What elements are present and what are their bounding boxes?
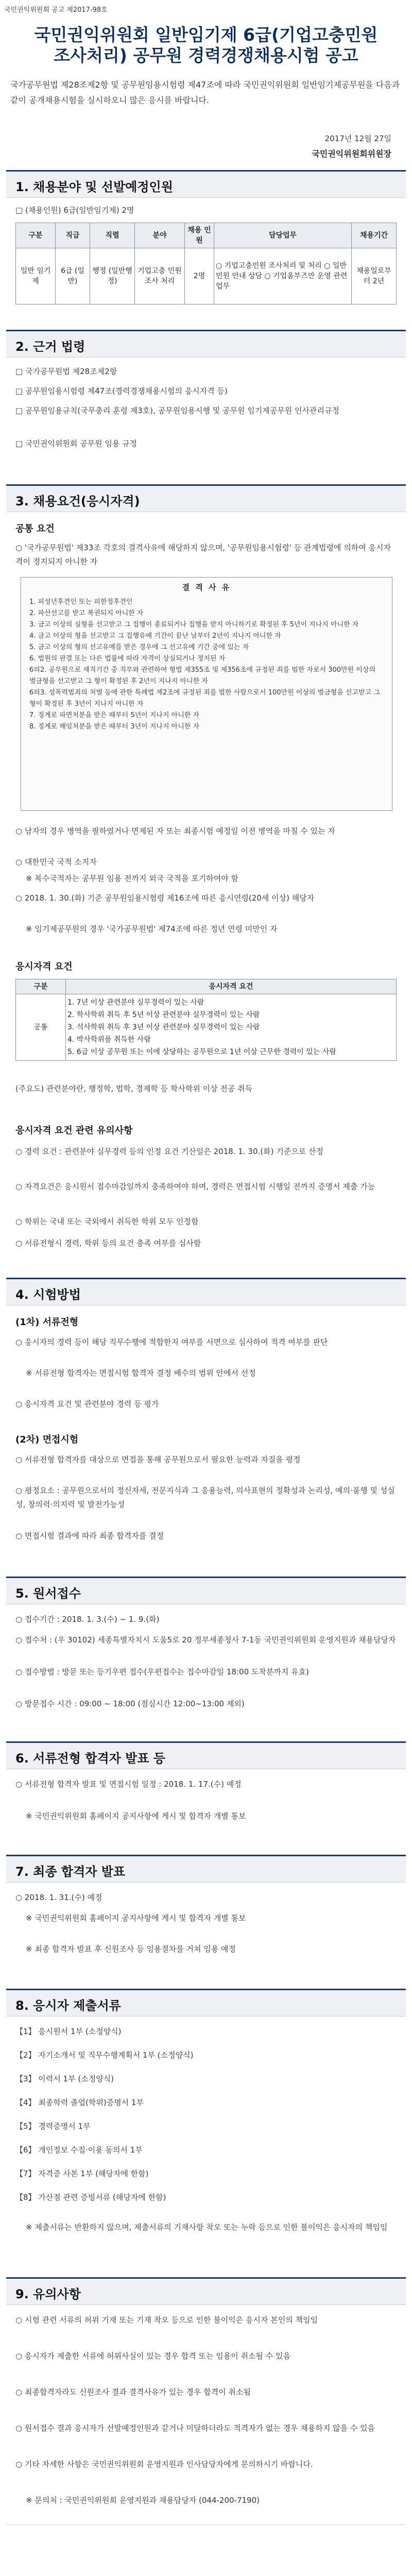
list-item: 5. 6급 이상 공무원 또는 이에 상당하는 공무원으로 1년 이상 근무한 경력이 있는 사람	[67, 1048, 336, 1056]
title-line-2: 조사처리) 공무원 경력경쟁채용시험 공고	[54, 45, 358, 65]
table-cell: 행정 (일반행정)	[90, 248, 135, 304]
qualification-note: (주요도) 관련분야란, 행정학, 법학, 경제학 등 학사학위 이상 전공 취득	[15, 1084, 253, 1093]
law-item: □ 공무원임용시험령 제47조(경력경쟁채용시험의 응시자격 등)	[15, 386, 228, 396]
law-item: □ 공무원임용규칙(국무총리 훈령 제3호), 공무원임용시행 및 공무원 임기제공무원 인사관리규정	[15, 406, 339, 415]
notice-date: 2017년 12월 27일	[324, 134, 391, 143]
note-item: ○ 경력 요건 : 관련분야 실무경력 등의 인정 요건 기산일은 2018. 1. 30.(화) 기준으로 산정	[15, 1147, 323, 1156]
table-cell: 일반 임기제	[16, 248, 56, 304]
section-heading-8	[6, 1989, 406, 2016]
contact-info: ※ 문의처 : 국민권익위원회 운영지원과 채용담당자 (044-200-7190)	[26, 2496, 260, 2505]
table-header-row	[16, 979, 397, 994]
caution-item: ○ 원서접수 결과 응시자가 선발예정인원과 같거나 미달하더라도 적격자가 없는 경우 채용하지 않을 수 있음	[15, 2424, 375, 2433]
section-heading-6	[6, 1741, 406, 1769]
list-item: 4. 금고 이상의 형을 선고받고 그 집행유예 기간이 끝난 날부터 2년이 지나지 아니한 자	[29, 632, 281, 640]
list-item: 1. 7년 이상 관련분야 실무경력이 있는 사람	[67, 998, 204, 1007]
document-item: 【5】 경력증명서 1부	[15, 2122, 91, 2131]
section-title: 5. 원서접수	[15, 1586, 81, 1601]
final-note: ※ 최종 합격자 발표 후 신원조사 등 임용절차를 거쳐 임용 예정	[26, 1944, 236, 1954]
military-requirement: ○ 남자의 경우 병역을 필하였거나 면제된 자 또는 최종시험 예정일 이전 병역을 마칠 수 있는 자	[15, 826, 335, 836]
list-item: 6. 법원의 판결 또는 다른 법률에 따라 자격이 상실되거나 정지된 자	[29, 655, 226, 663]
list-item: 6의3. 성폭력범죄의 처벌 등에 관한 특례법 제2조에 규정된 죄를 범한 사람으로서 100만원 이상의 벌금형을 선고받고 그 형이 확정된 후 3년이 지나지 아니한 자	[29, 689, 380, 708]
page-title	[5, 25, 407, 66]
section-title: 9. 유의사항	[15, 2287, 81, 2301]
document-item: 【1】 응시원서 1부 (소정양식)	[15, 2027, 122, 2036]
disqualification-list	[21, 597, 392, 733]
table-header-row	[16, 223, 397, 248]
list-item: 2. 파산선고를 받고 복권되지 아니한 자	[29, 609, 144, 617]
title-line-1: 국민권익위원회 일반임기제 6급(기업고충민원	[34, 25, 378, 45]
age-requirement: ○ 2018. 1. 30.(화) 기준 공무원임용시험령 제16조에 따른 응시연령(20세 이상) 해당자	[15, 893, 315, 903]
table-header: 분야	[135, 223, 185, 248]
subheading-notes: 응시자격 요건 관련 유의사항	[15, 1125, 133, 1136]
table-row	[16, 994, 397, 1061]
section-title: 3. 채용요건(응시자격)	[15, 494, 140, 509]
table-header: 직급	[56, 223, 90, 248]
subheading-common: 공통 요건	[15, 523, 55, 534]
application-method: ○ 접수방법 : 방문 또는 등기우편 접수(우편접수는 접수마감일 18:00 도착분까지 유효)	[15, 1667, 309, 1676]
table-header: 채용 인원	[185, 223, 214, 248]
table-header: 담당업무	[214, 223, 352, 248]
list-item: 8. 징계로 해임처분을 받은 때부터 3년이 지나지 아니한 자	[29, 723, 200, 731]
list-item: 2. 학사학위 취득 후 5년 이상 관련분야 실무경력이 있는 사람	[67, 1011, 260, 1019]
exam-text: ○ 응시자의 경력 등이 해당 직무수행에 적합한지 여부를 서면으로 심사하여 적격 여부를 판단	[15, 1337, 328, 1347]
document-item: 【2】 자기소개서 및 직무수행계획서 1부 (소정양식)	[15, 2050, 194, 2060]
law-item: □ 국민권익위원회 공무원 임용 규정	[15, 439, 138, 448]
caution-item: ○ 시험 관련 서류의 허위 기재 또는 기재 착오 등으로 인한 불이익은 응시자 본인의 책임임	[15, 2315, 318, 2325]
result-schedule: ○ 서류전형 합격자 발표 및 면접시험 일정 : 2018. 1. 17.(수) 예정	[15, 1780, 242, 1789]
exam-text: ○ 서류전형 합격자를 대상으로 면접을 통해 공무원으로서 필요한 능력과 자질을 평정	[15, 1455, 301, 1464]
final-note: ※ 국민권익위원회 홈페이지 공지사항에 게시 및 합격자 개별 통보	[26, 1913, 246, 1923]
caution-item: ○ 응시자가 제출한 서류에 허위사실이 있는 경우 합격 또는 임용이 취소될 수 있음	[15, 2351, 290, 2361]
recruit-table	[15, 223, 397, 304]
application-hours: ○ 방문접수 시간 : 09:00 ~ 18:00 (점심시간 12:00~13:00 제외)	[15, 1699, 245, 1708]
table-cell: 기업고충 민원조사 처리	[135, 248, 185, 304]
subheading-document-screening: (1차) 서류전형	[15, 1317, 79, 1328]
table-cell: 채용일로부터 2년	[352, 248, 397, 304]
caution-item: ○ 기타 자세한 사항은 국민권익위원회 운영지원과 인사담당자에게 문의하시기 바랍니다.	[15, 2460, 313, 2469]
subheading-qualification: 응시자격 요건	[15, 961, 73, 972]
table-cell	[66, 994, 397, 1061]
section-title: 2. 근거 법령	[15, 340, 85, 354]
common-requirement: ○ '국가공무원법' 제33조 각호의 결격사유에 해당하지 않으며, '공무원임용시험령' 등 관계법령에 의하여 응시자격이 정지되지 아니한 자	[15, 543, 391, 566]
note-item: ○ 학위는 국내 또는 국외에서 취득한 학위 모두 인정함	[15, 1217, 199, 1226]
section-heading-3	[6, 484, 406, 512]
table-cell: 6급 (일반)	[56, 248, 90, 304]
qualification-table	[15, 979, 397, 1061]
exam-text: ○ 응시자격 요건 및 관련분야 경력 등 평가	[15, 1399, 159, 1409]
table-row	[16, 248, 397, 304]
recruit-count: □ (채용인원) 6급(일반임기제) 2명	[15, 206, 134, 215]
disqualification-box	[21, 577, 392, 811]
application-period: ○ 접수기간 : 2018. 1. 3.(수) ~ 1. 9.(화)	[15, 1615, 160, 1624]
final-date: ○ 2018. 1. 31.(수) 예정	[15, 1893, 102, 1902]
section-heading-7	[6, 1855, 406, 1883]
document-note: ※ 제출서류는 반환하지 않으며, 제출서류의 기재사항 착오 또는 누락 등으로 인한 불이익은 응시자의 책임임	[26, 2223, 388, 2232]
document-item: 【3】 이력서 1부 (소정양식)	[15, 2074, 114, 2083]
section-title: 7. 최종 합격자 발표	[15, 1865, 126, 1879]
issuer-name: 국민권익위원회위원장	[312, 149, 391, 159]
notice-number: 국민권익위원회 공고 제2017-98호	[4, 6, 108, 14]
disqualification-heading: 결 격 사 유	[182, 583, 231, 592]
table-header: 응시자격 요건	[66, 979, 397, 994]
exam-note: ※ 서류전형 합격자는 면접시험 합격자 결정 배수의 범위 안에서 선정	[26, 1368, 256, 1378]
section-title: 4. 시험방법	[15, 1287, 81, 1302]
table-cell: ○ 기업고충민원 조사처리 및 처리 ○ 일반민원 안내 상담 ○ 기업옴부즈만 운영 관련 업무	[214, 248, 352, 304]
nationality-requirement: ○ 대한민국 국적 소지자	[15, 857, 97, 867]
subheading-interview: (2차) 면접시험	[15, 1434, 79, 1445]
caution-item: ○ 최종합격자라도 신원조사 결과 결격사유가 있는 경우 합격이 취소됨	[15, 2387, 251, 2397]
nationality-note: ※ 복수국적자는 공무원 임용 전까지 외국 국적을 포기하여야 함	[26, 874, 238, 883]
intro-paragraph: 국가공무원법 제28조제2항 및 공무원임용시험령 제47조에 따라 국민권익위원회 일반임기제공무원을 다음과 같이 공개채용시험을 실시하오니 많은 응시를 바랍니다.	[10, 80, 400, 105]
section-heading-4	[6, 1278, 406, 1306]
list-item: 6의2. 공무원으로 재직기간 중 직무와 관련하여 형법 제355조 및 제356조에 규정된 죄를 범한 자로서 300만원 이상의 벌금형을 선고받고 그 형이 확정된 후 2년이 지나지 아니한 자	[29, 666, 375, 685]
age-note: ※ 임기제공무원의 경우 '국가공무원법' 제74조에 따른 정년 연령 미만인 자	[26, 924, 278, 934]
section-heading-5	[6, 1577, 406, 1604]
law-item: □ 국가공무원법 제28조제2항	[15, 367, 117, 376]
list-item: 5. 금고 이상의 형의 선고유예를 받은 경우에 그 선고유예 기간 중에 있는 자	[29, 643, 249, 651]
list-item: 7. 징계로 파면처분을 받은 때부터 5년이 지나지 아니한 자	[29, 711, 200, 719]
table-header: 구분	[16, 979, 66, 994]
application-place: ○ 접수처 : (우 30102) 세종특별자치시 도움5로 20 정부세종청사 7-1동 국민권익위원회 운영지원과 채용담당자	[15, 1635, 396, 1645]
list-item: 3. 금고 이상의 실형을 선고받고 그 집행이 종료되거나 집행을 받지 아니하기로 확정된 후 5년이 지나지 아니한 자	[29, 621, 359, 629]
table-header: 채용기간	[352, 223, 397, 248]
document-item: 【6】 개인정보 수집·이용 동의서 1부	[15, 2145, 143, 2155]
list-item: 1. 피성년후견인 또는 피한정후견인	[29, 598, 133, 606]
section-title: 6. 서류전형 합격자 발표 등	[15, 1751, 166, 1766]
document-item: 【7】 자격증 사본 1부 (해당자에 한함)	[15, 2169, 149, 2178]
page-end-divider	[6, 2524, 406, 2525]
exam-text: ○ 면접시험 결과에 따라 최종 합격자를 결정	[15, 1531, 164, 1540]
table-header: 구분	[16, 223, 56, 248]
section-heading-2	[6, 330, 406, 358]
section-title: 8. 응시자 제출서류	[15, 1998, 121, 2013]
result-note: ※ 국민권익위원회 홈페이지 공지사항에 게시 및 합격자 개별 통보	[26, 1811, 246, 1821]
section-title: 1. 채용분야 및 선발예정인원	[15, 180, 173, 194]
note-item: ○ 자격요건은 응시원서 접수마감일까지 충족하여야 하며, 경력은 면접시험 시행일 전까지 증명서 제출 가능	[15, 1182, 375, 1191]
exam-text: ○ 평정요소 : 공무원으로서의 정신자세, 전문지식과 그 응용능력, 의사표현의 정확성과 논리성, 예의·품행 및 성실성, 창의력·의지력 및 발전가능성	[15, 1486, 395, 1509]
note-item: ○ 서류전형시 경력, 학위 등의 요건 충족 여부를 심사함	[15, 1239, 201, 1248]
list-item: 3. 석사학위 취득 후 3년 이상 관련분야 실무경력이 있는 사람	[67, 1023, 260, 1031]
list-item: 4. 박사학위를 취득한 사람	[67, 1036, 151, 1044]
table-header: 직렬	[90, 223, 135, 248]
section-heading-1	[6, 170, 406, 198]
document-item: 【4】 최종학력 졸업(학위)증명서 1부	[15, 2098, 144, 2107]
section-heading-9	[6, 2277, 406, 2305]
table-cell: 2명	[185, 248, 214, 304]
table-cell: 공통	[16, 994, 66, 1061]
document-item: 【8】 가산점 관련 증빙서류 (해당자에 한함)	[15, 2193, 166, 2202]
